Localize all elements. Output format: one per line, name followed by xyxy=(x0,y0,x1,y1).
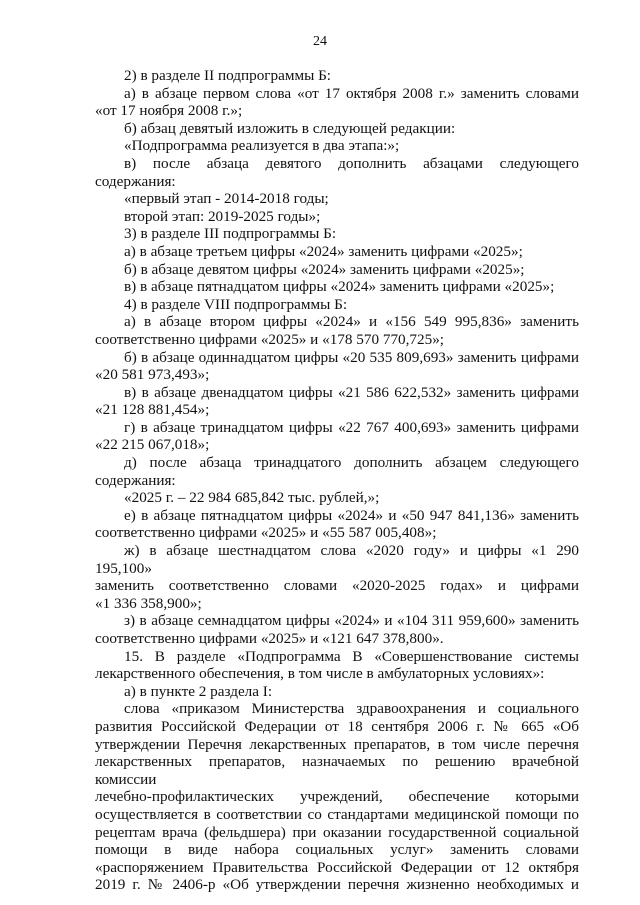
paragraph-item-15 xyxy=(95,648,579,683)
text-line: соответственно цифрами «2025» и «121 647 378,800». xyxy=(95,630,444,647)
text-line: а) в абзаце втором цифры «2024» и «156 549 995,836» заменить xyxy=(124,313,579,331)
paragraph-item-4z xyxy=(95,612,579,647)
text-line: соответственно цифрами «2025» и «178 570 770,725»; xyxy=(95,330,445,348)
text-line: а) в абзаце первом слова «от 17 октября 2008 г.» заменить словами xyxy=(124,84,579,102)
text-line: лекарственного обеспечения, в том числе в амбулаторных условиях»: xyxy=(95,665,545,683)
text-line: в) в абзаце двенадцатом цифры «21 586 622,532» заменить цифрами xyxy=(124,383,579,401)
text-line: утверждении Перечня лекарственных препаратов, в том числе перечня xyxy=(95,735,579,753)
page-number: 24 xyxy=(313,34,327,49)
paragraph-section-4-header xyxy=(95,296,579,314)
text-line: слова «приказом Министерства здравоохранения и социального xyxy=(124,700,579,718)
paragraph-item-3v xyxy=(95,278,579,296)
text-line: «от 17 ноября 2008 г.»; xyxy=(95,102,243,120)
text-line: «2025 г. – 22 984 685,842 тыс. рублей,»; xyxy=(124,489,380,507)
text-line: д) после абзаца тринадцатого дополнить абзацем следующего xyxy=(124,454,579,472)
paragraph-item-3b xyxy=(95,261,579,279)
text-line: 4) в разделе VIII подпрограммы Б: xyxy=(124,295,348,313)
paragraph-quote-2025 xyxy=(95,489,579,507)
text-line: 2) в разделе II подпрограммы Б: xyxy=(124,67,332,84)
text-line: содержания: xyxy=(95,471,176,489)
text-line: 15. В разделе «Подпрограмма В «Совершенствование системы xyxy=(124,647,579,665)
text-line: ж) в абзаце шестнадцатом слова «2020 году» и цифры «1 290 195,100» xyxy=(95,542,579,577)
text-line: содержания: xyxy=(95,172,176,190)
text-line: а) в пункте 2 раздела I: xyxy=(124,682,273,700)
text-line: 3) в разделе III подпрограммы Б: xyxy=(124,225,337,243)
text-line: в) после абзаца девятого дополнить абзацами следующего xyxy=(124,154,579,172)
text-line: рецептам врача (фельдшера) при оказании государственной социальной xyxy=(95,823,579,841)
text-line: б) в абзаце девятом цифры «2024» заменить цифрами «2025»; xyxy=(124,260,525,278)
text-line: «Подпрограмма реализуется в два этапа:»; xyxy=(124,137,400,155)
paragraph-item-4zh xyxy=(95,542,579,612)
text-line: 2019 г. № 2406-р «Об утверждении перечня жизненно необходимых и xyxy=(95,876,579,894)
paragraph-item-4e xyxy=(95,507,579,542)
text-line: осуществляется в соответствии со стандартами медицинской помощи по xyxy=(95,805,579,823)
paragraph-item-4b xyxy=(95,349,579,384)
text-line: заменить соответственно словами «2020-2025 годах» и цифрами xyxy=(95,577,579,595)
paragraph-quote-stage-1 xyxy=(95,190,579,208)
paragraph-item-2a xyxy=(95,85,579,120)
paragraph-section-2-header xyxy=(95,67,579,85)
text-line: а) в абзаце третьем цифры «2024» заменить цифрами «2025»; xyxy=(124,242,523,260)
paragraph-item-3a xyxy=(95,243,579,261)
text-line: «распоряжением Правительства Российской Федерации от 12 октября xyxy=(95,858,579,876)
paragraph-quote-stage-2 xyxy=(95,208,579,226)
text-line: лекарственных препаратов, назначаемых по решению врачебной комиссии xyxy=(95,753,579,788)
text-line: «21 128 881,454»; xyxy=(95,401,210,419)
paragraph-item-2v xyxy=(95,155,579,190)
paragraph-item-2b xyxy=(95,120,579,138)
paragraph-item-15a xyxy=(95,683,579,701)
text-line: лечебно-профилактических учреждений, обеспечение которыми xyxy=(95,788,579,806)
text-line: развития Российской Федерации от 18 сентября 2006 г. № 665 «Об xyxy=(95,717,579,735)
text-line: з) в абзаце семнадцатом цифры «2024» и «104 311 959,600» заменить xyxy=(124,612,579,630)
text-line: г) в абзаце тринадцатом цифры «22 767 400,693» заменить цифрами xyxy=(124,418,579,436)
text-line: б) абзац девятый изложить в следующей редакции: xyxy=(124,119,456,137)
paragraph-section-3-header xyxy=(95,225,579,243)
paragraph-quote-stages xyxy=(95,137,579,155)
text-line: б) в абзаце одиннадцатом цифры «20 535 809,693» заменить цифрами xyxy=(124,348,579,366)
text-line: «20 581 973,493»; xyxy=(95,366,210,384)
paragraph-item-4d xyxy=(95,454,579,489)
text-line: е) в абзаце пятнадцатом цифры «2024» и «50 947 841,136» заменить xyxy=(124,506,579,524)
text-line: помощи в виде набора социальных услуг» заменить словами xyxy=(95,841,579,859)
paragraph-item-4v xyxy=(95,384,579,419)
text-line: «1 336 358,900»; xyxy=(95,594,202,612)
text-line: «22 215 067,018»; xyxy=(95,436,210,454)
paragraph-item-4g xyxy=(95,419,579,454)
text-line: второй этап: 2019-2025 годы»; xyxy=(124,207,321,225)
text-line: «первый этап - 2014-2018 годы; xyxy=(124,190,329,208)
paragraph-words-replacement xyxy=(95,700,579,894)
paragraph-item-4a xyxy=(95,313,579,348)
document-body xyxy=(95,67,579,894)
text-line: в) в абзаце пятнадцатом цифры «2024» заменить цифрами «2025»; xyxy=(124,278,555,296)
text-line: соответственно цифрами «2025» и «55 587 005,408»; xyxy=(95,524,437,542)
